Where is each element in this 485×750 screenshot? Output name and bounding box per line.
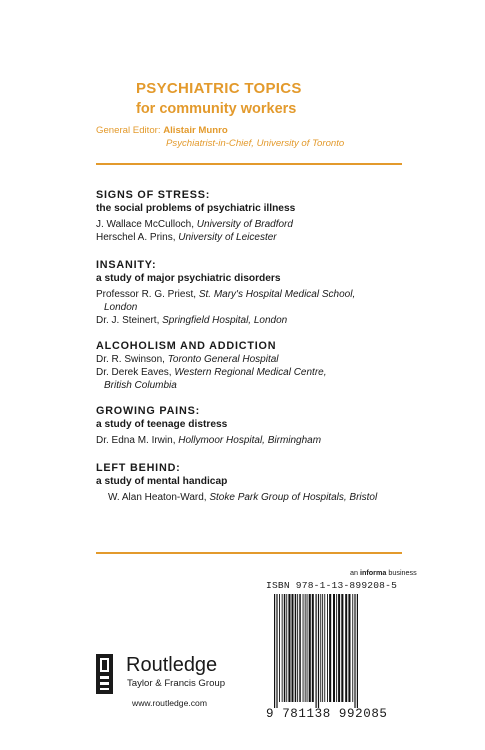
book-entry [96, 258, 416, 327]
book-subtitle: the social problems of psychiatric illness [96, 203, 296, 214]
author-name: J. Wallace McCulloch, [96, 219, 194, 230]
barcode-image [273, 594, 401, 708]
series-subtitle: for community workers [136, 101, 297, 117]
routledge-logo-icon [96, 654, 113, 694]
book-title: INSANITY: [96, 259, 157, 271]
informa-brand: informa [360, 568, 387, 577]
informa-prefix: an [350, 568, 358, 577]
book-author [96, 218, 416, 231]
book-subtitle: a study of mental handicap [96, 476, 228, 487]
author-name: Dr. R. Swinson, [96, 354, 165, 365]
barcode-digits: 9 781138 992085 [266, 707, 388, 721]
book-title: SIGNS OF STRESS: [96, 189, 211, 201]
author-name: Dr. Edna M. Irwin, [96, 435, 176, 446]
book-author [96, 314, 416, 327]
book-entry [96, 188, 416, 244]
publisher-block [96, 654, 236, 714]
book-author [96, 366, 416, 392]
author-name: W. Alan Heaton-Ward, [108, 492, 207, 503]
informa-business-line [350, 568, 417, 577]
book-list [96, 188, 416, 513]
book-author [96, 288, 416, 314]
isbn-text: ISBN 978-1-13-899208-5 [266, 580, 398, 591]
book-entry [96, 404, 416, 447]
author-affiliation-continued: British Columbia [104, 380, 177, 391]
series-header [136, 80, 302, 118]
editor-affiliation: Psychiatrist-in-Chief, University of Toronto [166, 138, 345, 149]
editor-label: General Editor: [96, 125, 161, 136]
general-editor [96, 124, 345, 149]
book-entry [96, 339, 416, 392]
author-affiliation: University of Bradford [196, 219, 293, 230]
informa-suffix: business [388, 568, 417, 577]
author-affiliation: Hollymoor Hospital, Birmingham [178, 435, 322, 446]
series-title: PSYCHIATRIC TOPICS [136, 80, 302, 97]
book-entry [96, 461, 416, 504]
author-affiliation: Stoke Park Group of Hospitals, Bristol [209, 492, 378, 503]
publisher-name: Routledge [126, 654, 218, 676]
author-affiliation: Springfield Hospital, London [162, 315, 288, 326]
bottom-divider [96, 552, 402, 554]
book-author [96, 231, 416, 244]
publisher-url[interactable]: www.routledge.com [132, 698, 207, 708]
top-divider [96, 163, 402, 165]
author-affiliation: University of Leicester [178, 232, 277, 243]
book-author [96, 353, 416, 366]
book-author [96, 434, 416, 447]
author-affiliation-continued: London [104, 302, 138, 313]
publisher-group: Taylor & Francis Group [127, 678, 226, 689]
author-affiliation: Toronto General Hospital [167, 354, 279, 365]
author-name: Dr. J. Steinert, [96, 315, 160, 326]
book-title: GROWING PAINS: [96, 405, 200, 417]
editor-name: Alistair Munro [163, 125, 228, 136]
author-name: Dr. Derek Eaves, [96, 367, 172, 378]
author-name: Professor R. G. Priest, [96, 289, 197, 300]
author-affiliation: St. Mary's Hospital Medical School, [198, 289, 356, 300]
author-affiliation: Western Regional Medical Centre, [174, 367, 327, 378]
book-subtitle: a study of teenage distress [96, 419, 228, 430]
book-subtitle: a study of major psychiatric disorders [96, 273, 281, 284]
book-author [96, 491, 416, 504]
book-title: LEFT BEHIND: [96, 462, 181, 474]
book-title: ALCOHOLISM AND ADDICTION [96, 340, 277, 352]
author-name: Herschel A. Prins, [96, 232, 176, 243]
